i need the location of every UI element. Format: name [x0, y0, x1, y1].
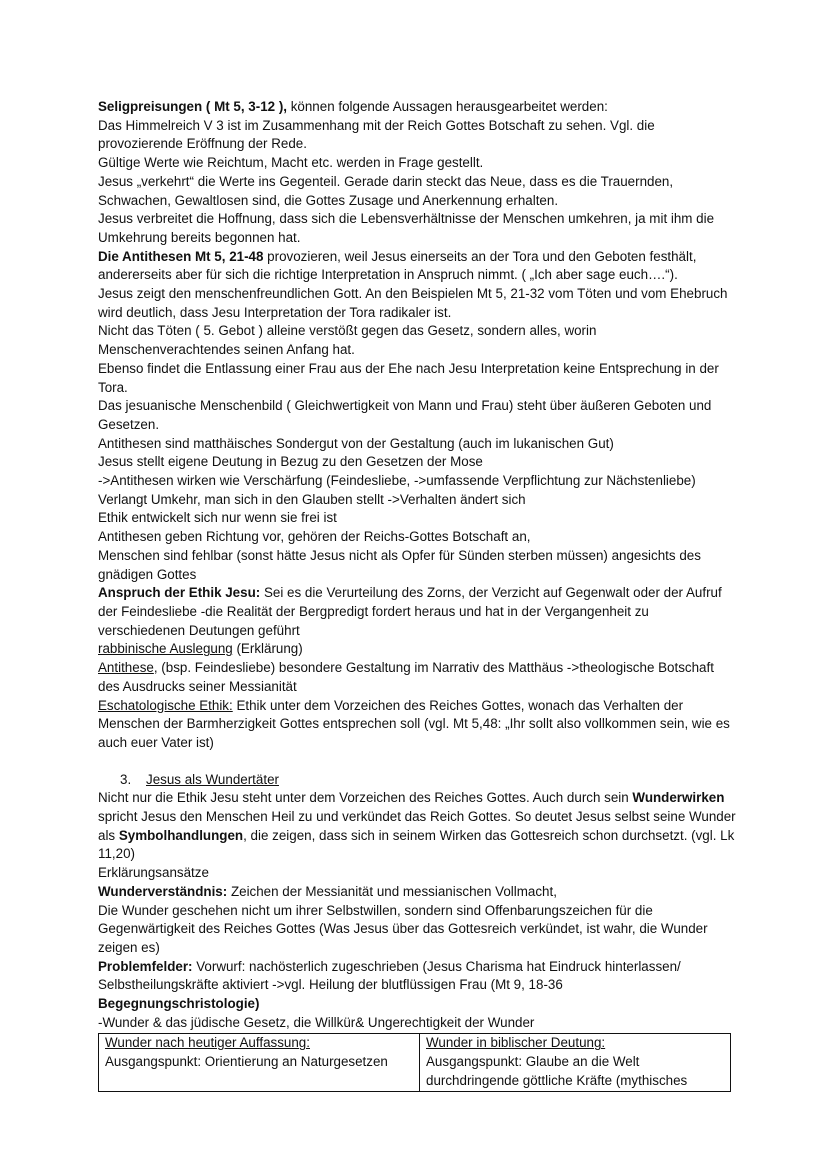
paragraph: Das Himmelreich V 3 ist im Zusammenhang mit der Reich Gottes Botschaft zu sehen. Vgl. die provozierende Eröffnung der Rede.: [98, 117, 655, 152]
antithese-paragraph: Antithese, (bsp. Feindesliebe) besondere Gestaltung im Narrativ des Matthäus ->theologische Botschaft des Ausdrucks seiner Messianität: [98, 660, 714, 694]
eschatologisch-label: Eschatologische Ethik:: [98, 697, 233, 713]
paragraph: Nicht das Töten ( 5. Gebot ) alleine verstößt gegen das Gesetz, sondern alles, worin Menschenverachtendes seinen Anfang hat.: [98, 323, 597, 358]
paragraph: Erklärungsansätze: [98, 865, 209, 881]
antithesen-intro: Die Antithesen Mt 5, 21-48 provozieren, weil Jesus einerseits an der Tora und den Geboten festhält, andererseits aber für sich die richtige Interpretation in Anspruch nimmt. ( „Ich aber sage euch….“).: [98, 248, 697, 283]
wunder-paragraph: Nicht nur die Ethik Jesu steht unter dem Vorzeichen des Reiches Gottes. Auch durch sein Wunderwirken spricht Jesus den Menschen Heil zu und verkündet das Reich Gottes. So deutet Jesus selbst seine Wunder als Symbolhandlungen, die zeigen, dass sich in seinem Wirken das Gottesreich schon durchsetzt. (vgl. Lk 11,20): [98, 790, 736, 862]
section-number: 3.: [120, 771, 132, 787]
rabbinisch-label: rabbinische Auslegung: [98, 641, 233, 657]
seligpreisungen-title: Seligpreisungen ( Mt 5, 3-12 ),: [98, 99, 287, 114]
paragraph: Jesus verbreitet die Hoffnung, dass sich die Lebensverhältnisse der Menschen umkehren, ja mit ihm die Umkehrung bereits begonnen hat.: [98, 211, 715, 245]
anspruch-title: Anspruch der Ethik Jesu:: [98, 585, 261, 601]
begegnung-paragraph: Begegnungschristologie): [98, 996, 260, 1012]
comparison-table: [98, 1033, 731, 1091]
anspruch-paragraph: Anspruch der Ethik Jesu: Sei es die Verurteilung des Zorns, der Verzicht auf Gegenwalt oder der Aufruf der Feindesliebe -die Realität der Bergpredigt fordert heraus und hat in der Vergangenheit zu verschiedenen Deutungen geführt: [98, 585, 722, 638]
table-cell: [420, 1034, 731, 1091]
paragraph: Ethik entwickelt sich nur wenn sie frei ist: [98, 510, 337, 526]
rabbinisch-paragraph: rabbinische Auslegung (Erklärung): [98, 641, 303, 657]
section-title: Jesus als Wundertäter: [146, 771, 279, 787]
seligpreisungen-intro: Seligpreisungen ( Mt 5, 3-12 ), können folgende Aussagen herausgearbeitet werden:: [98, 99, 608, 114]
paragraph: Das jesuanische Menschenbild ( Gleichwertigkeit von Mann und Frau) steht über äußeren Geboten und Gesetzen.: [98, 398, 712, 432]
paragraph: Gültige Werte wie Reichtum, Macht etc. werden in Frage gestellt.: [98, 155, 484, 171]
section-heading-wunder: [98, 771, 738, 790]
paragraph: Jesus zeigt den menschenfreundlichen Gott. An den Beispielen Mt 5, 21-32 vom Töten und vom Ehebruch wird deutlich, dass Jesu Interpretation der Tora radikaler ist.: [98, 286, 728, 320]
table-row: [99, 1034, 731, 1091]
paragraph: Jesus stellt eigene Deutung in Bezug zu den Gesetzen der Mose: [98, 454, 483, 470]
paragraph: Ebenso findet die Entlassung einer Frau aus der Ehe nach Jesu Interpretation keine Entsprechung in der Tora.: [98, 360, 719, 395]
document-page: [98, 98, 738, 1092]
paragraph: Jesus „verkehrt“ die Werte ins Gegenteil. Gerade darin steckt das Neue, dass es die Trauernden, Schwachen, Gewaltlosen sind, die Gottes Zusage und Anerkennung erhalten.: [98, 173, 674, 208]
paragraph: -Wunder & das jüdische Gesetz, die Willkür& Ungerechtigkeit der Wunder: [98, 1014, 535, 1030]
wunderverstaendnis-paragraph: Wunderverständnis: Zeichen der Messianität und messianischen Vollmacht,: [98, 883, 557, 899]
paragraph: Die Wunder geschehen nicht um ihrer Selbstwillen, sondern sind Offenbarungszeichen für die Gegenwärtigkeit des Reiches Gottes (Was Jesus über das Gottesreich verkündet, ist wahr, die Wunder zeigen es): [98, 902, 708, 955]
paragraph: ->Antithesen wirken wie Verschärfung (Feindesliebe, ->umfassende Verpflichtung zur Nächstenliebe): [98, 473, 696, 489]
antithesen-title: Die Antithesen Mt 5, 21-48: [98, 248, 264, 264]
table-cell: [99, 1034, 420, 1091]
paragraph: Menschen sind fehlbar (sonst hätte Jesus nicht als Opfer für Sünden sterben müssen) angesichts des gnädigen Gottes: [98, 547, 701, 582]
antithese-label: Antithese: [98, 660, 154, 676]
col1-header: Wunder nach heutiger Auffassung:: [105, 1035, 310, 1051]
paragraph: Verlangt Umkehr, man sich in den Glauben stellt ->Verhalten ändert sich: [98, 491, 526, 507]
problemfelder-paragraph: Problemfelder: Vorwurf: nachösterlich zugeschrieben (Jesus Charisma hat Eindruck hinterlassen/ Selbstheilungskräfte aktiviert ->vgl. Heilung der blutflüssigen Frau (Mt 9, 18-36: [98, 958, 681, 993]
paragraph: Antithesen sind matthäisches Sondergut von der Gestaltung (auch im lukanischen Gut): [98, 435, 614, 451]
col2-text: Ausgangspunkt: Glaube an die Welt durchdringende göttliche Kräfte (mythisches: [426, 1054, 688, 1088]
paragraph: Antithesen geben Richtung vor, gehören der Reichs-Gottes Botschaft an,: [98, 529, 531, 545]
eschatologisch-paragraph: Eschatologische Ethik: Ethik unter dem Vorzeichen des Reiches Gottes, wonach das Verhalten der Menschen der Barmherzigkeit Gottes entsprechen soll (vgl. Mt 5,48: „Ihr sollt also vollkommen sein, wie es auch euer Vater ist): [98, 697, 730, 750]
col1-text: Ausgangspunkt: Orientierung an Naturgesetzen: [105, 1054, 388, 1070]
col2-header: Wunder in biblischer Deutung:: [426, 1035, 606, 1051]
